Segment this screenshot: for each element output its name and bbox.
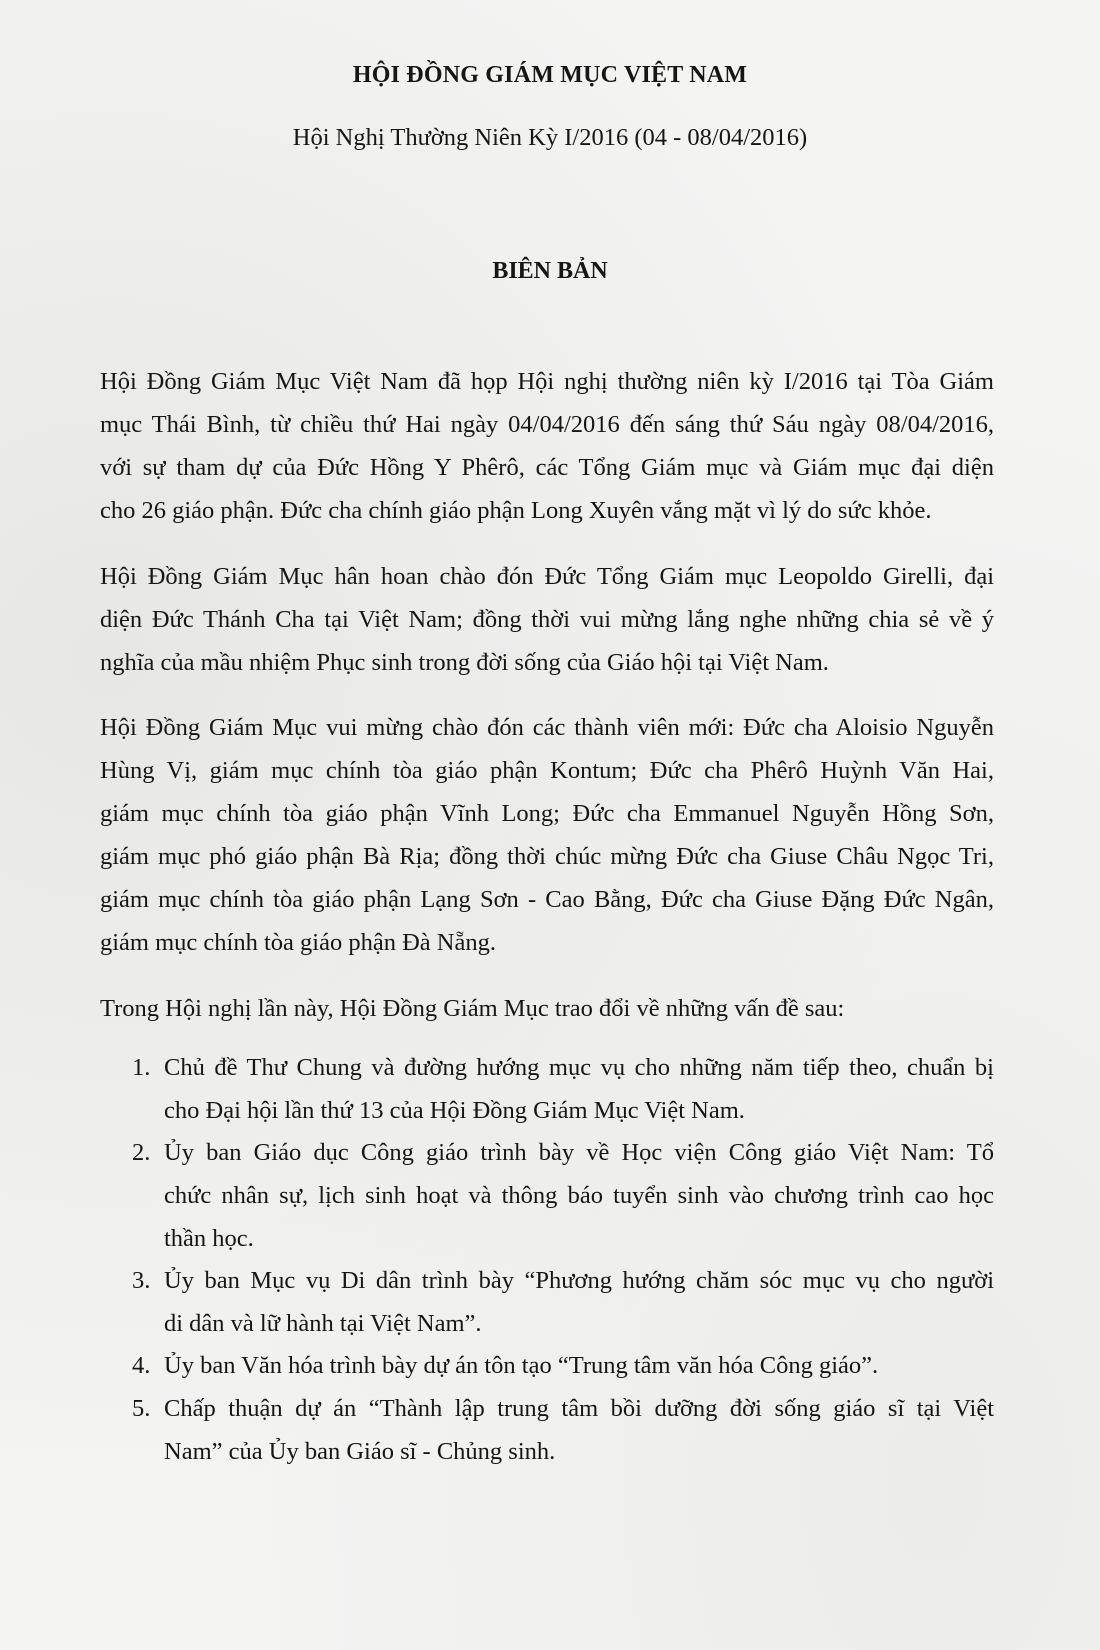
agenda-item-line: cho Đại hội lần thứ 13 của Hội Đồng Giám Mục Việt Nam. — [164, 1097, 745, 1124]
agenda-item-number: 2. — [132, 1139, 151, 1166]
paragraph-line: với sự tham dự của Đức Hồng Y Phêrô, các Tổng Giám mục và Giám mục đại diện — [100, 454, 994, 481]
agenda-item-line: chức nhân sự, lịch sinh hoạt và thông báo tuyển sinh vào chương trình cao học — [164, 1182, 994, 1209]
agenda-item-line: thần học. — [164, 1225, 254, 1252]
agenda-item-line: di dân và lữ hành tại Việt Nam”. — [164, 1310, 482, 1337]
session-title: Hội Nghị Thường Niên Kỳ I/2016 (04 - 08/04/2016) — [292, 124, 808, 151]
paragraph-line: Hội Đồng Giám Mục hân hoan chào đón Đức Tổng Giám mục Leopoldo Girelli, đại — [100, 563, 994, 590]
agenda-item-number: 4. — [132, 1352, 151, 1379]
document-title: BIÊN BẢN — [492, 258, 608, 284]
agenda-item-line: Ủy ban Văn hóa trình bày dự án tôn tạo “Trung tâm văn hóa Công giáo”. — [164, 1352, 879, 1379]
agenda-item-line: Chấp thuận dự án “Thành lập trung tâm bồi dưỡng đời sống giáo sĩ tại Việt — [164, 1395, 994, 1422]
organization-title: HỘI ĐỒNG GIÁM MỤC VIỆT NAM — [352, 62, 748, 88]
paragraph-line: giám mục chính tòa giáo phận Đà Nẵng. — [100, 929, 496, 956]
paragraph-line: Hội Đồng Giám Mục vui mừng chào đón các thành viên mới: Đức cha Aloisio Nguyễn — [100, 714, 994, 741]
agenda-item-line: Ủy ban Giáo dục Công giáo trình bày về Học viện Công giáo Việt Nam: Tổ — [164, 1139, 994, 1166]
agenda-item-number: 3. — [132, 1267, 151, 1294]
paragraph-line: Hùng Vị, giám mục chính tòa giáo phận Kontum; Đức cha Phêrô Huỳnh Văn Hai, — [100, 757, 994, 784]
paragraph-line: nghĩa của mầu nhiệm Phục sinh trong đời sống của Giáo hội tại Việt Nam. — [100, 649, 829, 676]
agenda-item-number: 5. — [132, 1395, 151, 1422]
paragraph-line: giám mục chính tòa giáo phận Lạng Sơn - Cao Bằng, Đức cha Giuse Đặng Đức Ngân, — [100, 886, 994, 913]
paragraph-line: Hội Đồng Giám Mục Việt Nam đã họp Hội nghị thường niên kỳ I/2016 tại Tòa Giám — [100, 368, 994, 395]
agenda-item-line: Chủ đề Thư Chung và đường hướng mục vụ cho những năm tiếp theo, chuẩn bị — [164, 1054, 994, 1081]
agenda-item-line: Ủy ban Mục vụ Di dân trình bày “Phương hướng chăm sóc mục vụ cho người — [164, 1267, 994, 1294]
agenda-item-number: 1. — [132, 1054, 151, 1081]
paragraph-line: giám mục chính tòa giáo phận Vĩnh Long; Đức cha Emmanuel Nguyễn Hồng Sơn, — [100, 800, 994, 827]
paragraph-line: diện Đức Thánh Cha tại Việt Nam; đồng thời vui mừng lắng nghe những chia sẻ về ý — [100, 606, 994, 633]
agenda-item-line: Nam” của Ủy ban Giáo sĩ - Chủng sinh. — [164, 1438, 556, 1465]
paragraph-line: Trong Hội nghị lần này, Hội Đồng Giám Mục trao đổi về những vấn đề sau: — [100, 995, 845, 1022]
paragraph-line: giám mục phó giáo phận Bà Rịa; đồng thời chúc mừng Đức cha Giuse Châu Ngọc Tri, — [100, 843, 994, 870]
paragraph-line: cho 26 giáo phận. Đức cha chính giáo phận Long Xuyên vắng mặt vì lý do sức khỏe. — [100, 497, 932, 524]
paragraph-line: mục Thái Bình, từ chiều thứ Hai ngày 04/04/2016 đến sáng thứ Sáu ngày 08/04/2016, — [100, 411, 994, 438]
